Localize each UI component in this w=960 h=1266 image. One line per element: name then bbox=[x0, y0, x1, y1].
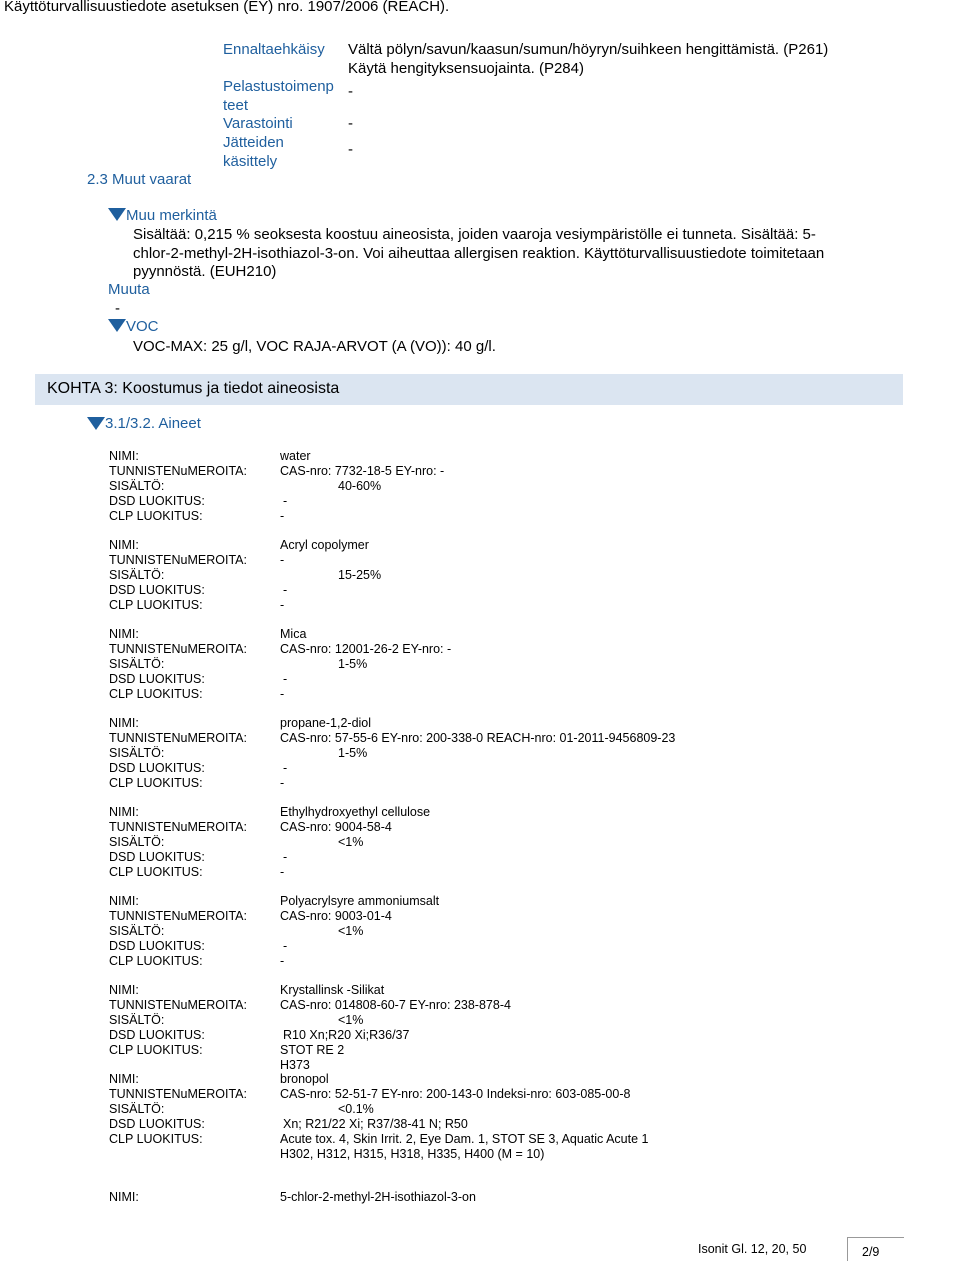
field-label-content: SISÄLTÖ: bbox=[109, 746, 165, 760]
substance-name-value: 5-chlor-2-methyl-2H-isothiazol-3-on bbox=[280, 1190, 476, 1204]
label-ennaltaehkaisy: Ennaltaehkäisy bbox=[223, 41, 325, 58]
substance-name: Krystallinsk -Silikat bbox=[280, 983, 385, 997]
field-label-name: NIMI: bbox=[109, 1072, 139, 1086]
field-label-name: NIMI: bbox=[109, 538, 139, 552]
section-3-title: KOHTA 3: Koostumus ja tiedot aineosista bbox=[47, 380, 340, 397]
substance-identifiers: CAS-nro: 57-55-6 EY-nro: 200-338-0 REACH-nro: 01-2011-9456809-23 bbox=[280, 731, 676, 745]
substance-content: 1-5% bbox=[338, 746, 368, 760]
substance-clp-line: - bbox=[280, 865, 285, 879]
field-label-dsd: DSD LUOKITUS: bbox=[109, 583, 205, 597]
muu-merkinta-line-1: Sisältää: 0,215 % seoksesta koostuu aineosista, joiden vaaroja vesiympäristölle ei tunneta. Sisältää: 5- bbox=[133, 226, 816, 243]
substance-dsd: - bbox=[283, 850, 288, 864]
heading-voc: VOC bbox=[126, 318, 159, 335]
substance-name-label: NIMI: bbox=[109, 1190, 139, 1204]
field-label-id: TUNNISTENuMEROITA: bbox=[109, 731, 247, 745]
substance-clp-line: H302, H312, H315, H318, H335, H400 (M = 10) bbox=[280, 1147, 545, 1161]
field-label-name: NIMI: bbox=[109, 805, 139, 819]
field-label-id: TUNNISTENuMEROITA: bbox=[109, 464, 247, 478]
subsection-title: 3.1/3.2. Aineet bbox=[105, 415, 201, 432]
substance-dsd: R10 Xn;R20 Xi;R36/37 bbox=[283, 1028, 410, 1042]
substance-identifiers: CAS-nro: 9003-01-4 bbox=[280, 909, 392, 923]
collapse-triangle-icon[interactable] bbox=[108, 319, 126, 332]
substance-clp-line: - bbox=[280, 509, 285, 523]
substance-identifiers: CAS-nro: 52-51-7 EY-nro: 200-143-0 Indeksi-nro: 603-085-00-8 bbox=[280, 1087, 631, 1101]
field-label-name: NIMI: bbox=[109, 983, 139, 997]
field-label-clp: CLP LUOKITUS: bbox=[109, 509, 203, 523]
footer-product: Isonit Gl. 12, 20, 50 bbox=[698, 1242, 807, 1256]
substance-content: <1% bbox=[338, 835, 364, 849]
substance-identifiers: CAS-nro: 7732-18-5 EY-nro: - bbox=[280, 464, 445, 478]
field-label-dsd: DSD LUOKITUS: bbox=[109, 672, 205, 686]
field-label-clp: CLP LUOKITUS: bbox=[109, 1132, 203, 1146]
label-pelastustoimenpiteet-line2: teet bbox=[223, 97, 249, 114]
page-number: 2/9 bbox=[862, 1245, 880, 1259]
voc-text: VOC-MAX: 25 g/l, VOC RAJA-ARVOT (A (VO)): 40 g/l. bbox=[133, 338, 496, 355]
substance-dsd: Xn; R21/22 Xi; R37/38-41 N; R50 bbox=[283, 1117, 468, 1131]
field-label-content: SISÄLTÖ: bbox=[109, 1013, 165, 1027]
substance-identifiers: CAS-nro: 12001-26-2 EY-nro: - bbox=[280, 642, 452, 656]
field-label-content: SISÄLTÖ: bbox=[109, 657, 165, 671]
substance-name: propane-1,2-diol bbox=[280, 716, 372, 730]
value-ennaltaehkaisy-line2: Käytä hengityksensuojainta. (P284) bbox=[348, 60, 584, 77]
substance-identifiers: CAS-nro: 9004-58-4 bbox=[280, 820, 392, 834]
value-ennaltaehkaisy-line1: Vältä pölyn/savun/kaasun/sumun/höyryn/suihkeen hengittämistä. (P261) bbox=[348, 41, 829, 58]
field-label-id: TUNNISTENuMEROITA: bbox=[109, 553, 247, 567]
substance-dsd: - bbox=[283, 761, 288, 775]
field-label-content: SISÄLTÖ: bbox=[109, 479, 165, 493]
substance-dsd: - bbox=[283, 672, 288, 686]
field-label-dsd: DSD LUOKITUS: bbox=[109, 761, 205, 775]
field-label-name: NIMI: bbox=[109, 894, 139, 908]
field-label-content: SISÄLTÖ: bbox=[109, 924, 165, 938]
value-pelastustoimenpiteet: - bbox=[348, 83, 353, 100]
substance-content: <0.1% bbox=[338, 1102, 374, 1116]
field-label-clp: CLP LUOKITUS: bbox=[109, 1043, 203, 1057]
substance-content: <1% bbox=[338, 924, 364, 938]
substance-clp-line: - bbox=[280, 776, 285, 790]
label-varastointi: Varastointi bbox=[223, 115, 293, 132]
muu-merkinta-line-3: pyynnöstä. (EUH210) bbox=[133, 263, 277, 280]
substance-clp-line: Acute tox. 4, Skin Irrit. 2, Eye Dam. 1, STOT SE 3, Aquatic Acute 1 bbox=[280, 1132, 649, 1146]
field-label-dsd: DSD LUOKITUS: bbox=[109, 1028, 205, 1042]
field-label-content: SISÄLTÖ: bbox=[109, 1102, 165, 1116]
field-label-id: TUNNISTENuMEROITA: bbox=[109, 642, 247, 656]
substance-name: Mica bbox=[280, 627, 307, 641]
field-label-clp: CLP LUOKITUS: bbox=[109, 687, 203, 701]
field-label-name: NIMI: bbox=[109, 716, 139, 730]
label-jatteiden-kasittely-line2: käsittely bbox=[223, 153, 278, 170]
substance-clp-line: - bbox=[280, 954, 285, 968]
substance-dsd: - bbox=[283, 494, 288, 508]
field-label-id: TUNNISTENuMEROITA: bbox=[109, 998, 247, 1012]
substance-name: Polyacrylsyre ammoniumsalt bbox=[280, 894, 440, 908]
substance-identifiers: CAS-nro: 014808-60-7 EY-nro: 238-878-4 bbox=[280, 998, 511, 1012]
muu-merkinta-line-2: chlor-2-methyl-2H-isothiazol-3-on. Voi aiheuttaa allergisen reaktion. Käyttöturvallisuustiedote toimitetaan bbox=[133, 245, 825, 262]
label-pelastustoimenpiteet-line1: Pelastustoimenp bbox=[223, 78, 334, 95]
substance-content: <1% bbox=[338, 1013, 364, 1027]
document-header-title: Käyttöturvallisuustiedote asetuksen (EY) nro. 1907/2006 (REACH). bbox=[4, 0, 450, 15]
field-label-dsd: DSD LUOKITUS: bbox=[109, 494, 205, 508]
field-label-dsd: DSD LUOKITUS: bbox=[109, 1117, 205, 1131]
substance-clp-line: H373 bbox=[280, 1058, 310, 1072]
substance-clp-line: - bbox=[280, 598, 285, 612]
substance-content: 1-5% bbox=[338, 657, 368, 671]
substance-identifiers: - bbox=[280, 553, 285, 567]
substance-name: Ethylhydroxyethyl cellulose bbox=[280, 805, 431, 819]
substance-clp-line: - bbox=[280, 687, 285, 701]
collapse-triangle-icon[interactable] bbox=[108, 208, 126, 221]
substance-dsd: - bbox=[283, 583, 288, 597]
collapse-triangle-icon[interactable] bbox=[87, 417, 105, 430]
muuta-value: - bbox=[115, 300, 120, 317]
substance-name: water bbox=[280, 449, 311, 463]
field-label-clp: CLP LUOKITUS: bbox=[109, 776, 203, 790]
substance-clp-line: STOT RE 2 bbox=[280, 1043, 345, 1057]
value-varastointi: - bbox=[348, 115, 353, 132]
section-2-3-label: 2.3 Muut vaarat bbox=[87, 171, 192, 188]
value-jatteiden-kasittely: - bbox=[348, 141, 353, 158]
heading-muu-merkinta: Muu merkintä bbox=[126, 207, 217, 224]
field-label-clp: CLP LUOKITUS: bbox=[109, 865, 203, 879]
heading-muuta: Muuta bbox=[108, 281, 150, 298]
substance-content: 15-25% bbox=[338, 568, 382, 582]
substance-content: 40-60% bbox=[338, 479, 382, 493]
field-label-dsd: DSD LUOKITUS: bbox=[109, 850, 205, 864]
field-label-clp: CLP LUOKITUS: bbox=[109, 598, 203, 612]
field-label-dsd: DSD LUOKITUS: bbox=[109, 939, 205, 953]
label-jatteiden-kasittely-line1: Jätteiden bbox=[223, 134, 284, 151]
field-label-content: SISÄLTÖ: bbox=[109, 835, 165, 849]
field-label-id: TUNNISTENuMEROITA: bbox=[109, 909, 247, 923]
field-label-id: TUNNISTENuMEROITA: bbox=[109, 820, 247, 834]
field-label-name: NIMI: bbox=[109, 449, 139, 463]
field-label-clp: CLP LUOKITUS: bbox=[109, 954, 203, 968]
field-label-content: SISÄLTÖ: bbox=[109, 568, 165, 582]
substance-name: bronopol bbox=[280, 1072, 329, 1086]
field-label-name: NIMI: bbox=[109, 627, 139, 641]
substance-name: Acryl copolymer bbox=[280, 538, 369, 552]
field-label-id: TUNNISTENuMEROITA: bbox=[109, 1087, 247, 1101]
substance-dsd: - bbox=[283, 939, 288, 953]
